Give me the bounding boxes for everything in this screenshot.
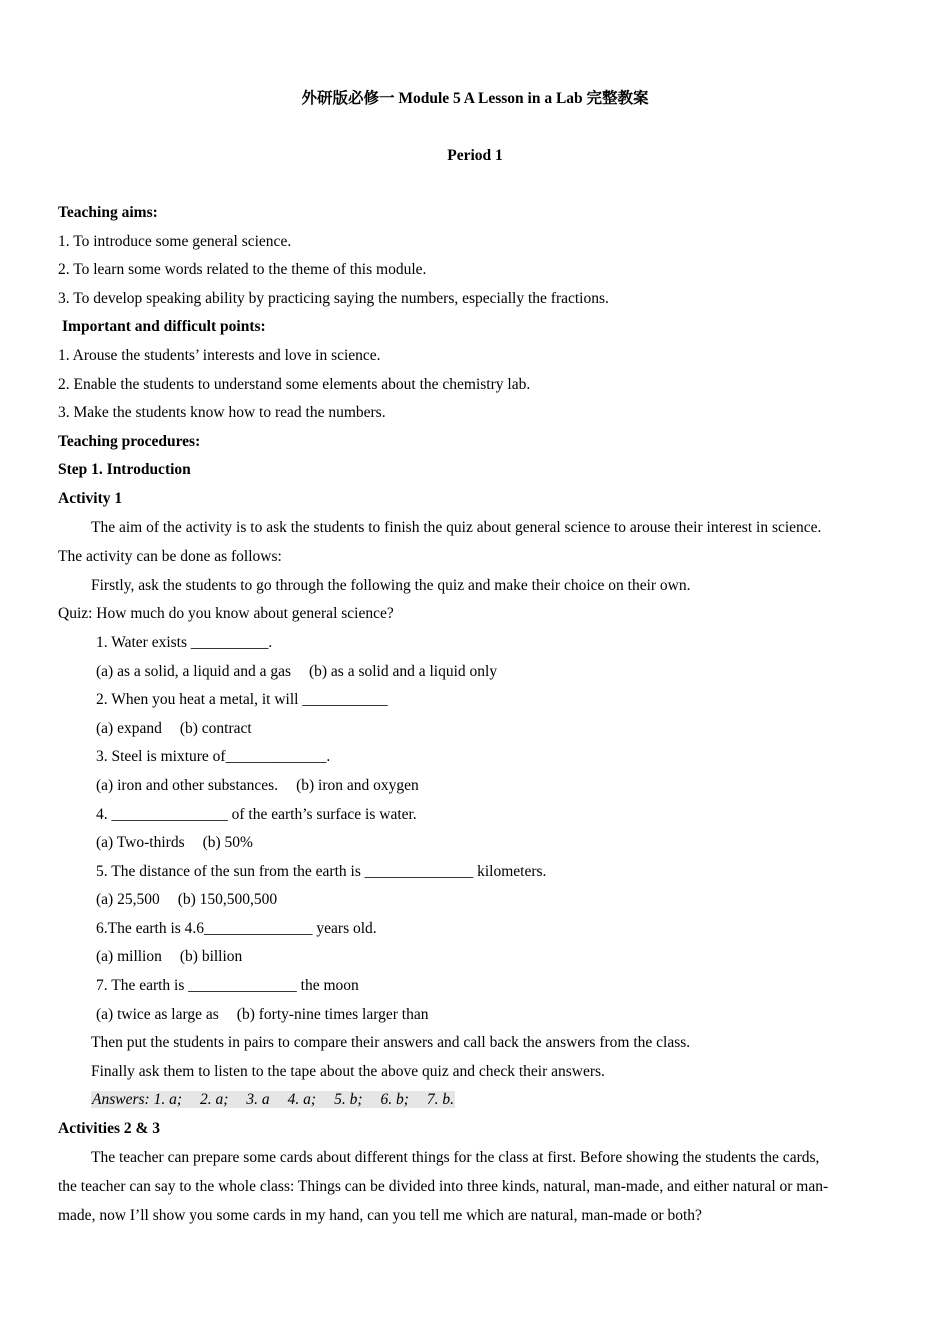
quiz-question: 3. Steel is mixture of_____________. xyxy=(96,748,331,765)
answer-item: 3. a xyxy=(246,1091,270,1108)
aim-item: 2. To learn some words related to the theme of this module. xyxy=(58,261,427,278)
quiz-option-b: (b) contract xyxy=(179,720,252,737)
quiz-question: 5. The distance of the sun from the earth is ______________ kilometers. xyxy=(96,863,547,880)
quiz-options xyxy=(96,1005,428,1025)
quiz-question: 6.The earth is 4.6______________ years old. xyxy=(96,920,377,937)
quiz-options xyxy=(96,890,277,910)
activities23-paragraph: made, now I’ll show you some cards in my hand, can you tell me which are natural, man-made or both? xyxy=(58,1207,702,1224)
firstly-paragraph: Firstly, ask the students to go through the following the quiz and make their choice on their own. xyxy=(91,577,691,594)
quiz-option-a: (a) iron and other substances. xyxy=(96,777,279,794)
answers-highlight xyxy=(91,1091,455,1108)
answers-line xyxy=(91,1090,455,1110)
answer-item: 5. b; xyxy=(334,1091,363,1108)
activity1-paragraph: The activity can be done as follows: xyxy=(58,548,282,565)
aim-item: 3. To develop speaking ability by practicing saying the numbers, especially the fractions. xyxy=(58,290,609,307)
activities23-paragraph: the teacher can say to the whole class: Things can be divided into three kinds, natural, man-made, and either natural or man- xyxy=(58,1178,829,1195)
points-heading: Important and difficult points: xyxy=(62,318,266,335)
quiz-options xyxy=(96,833,253,853)
quiz-option-a: (a) 25,500 xyxy=(96,891,160,908)
then-paragraph: Then put the students in pairs to compare their answers and call back the answers from the class. xyxy=(91,1034,691,1051)
quiz-option-a: (a) twice as large as xyxy=(96,1006,219,1023)
activity1-paragraph: The aim of the activity is to ask the students to finish the quiz about general science to arouse their interest in science. xyxy=(91,519,822,536)
period-heading: Period 1 xyxy=(447,147,503,164)
procedures-heading: Teaching procedures: xyxy=(58,433,201,450)
finally-paragraph: Finally ask them to listen to the tape about the above quiz and check their answers. xyxy=(91,1063,605,1080)
answer-item: Answers: 1. a; xyxy=(92,1091,182,1108)
activities23-heading: Activities 2 & 3 xyxy=(58,1120,161,1137)
quiz-options xyxy=(96,947,242,967)
quiz-question: 2. When you heat a metal, it will ___________ xyxy=(96,691,388,708)
document-title: 外研版必修一 Module 5 A Lesson in a Lab 完整教案 xyxy=(301,90,649,107)
quiz-options xyxy=(96,719,252,739)
activity1-heading: Activity 1 xyxy=(58,490,123,507)
quiz-option-b: (b) as a solid and a liquid only xyxy=(308,663,498,680)
answer-item: 4. a; xyxy=(287,1091,317,1108)
answer-item: 6. b; xyxy=(380,1091,409,1108)
quiz-option-b: (b) 50% xyxy=(202,834,253,851)
answer-item: 7. b. xyxy=(426,1091,455,1108)
quiz-option-b: (b) billion xyxy=(179,948,243,965)
quiz-option-b: (b) iron and oxygen xyxy=(296,777,419,794)
point-item: 3. Make the students know how to read the numbers. xyxy=(58,404,386,421)
quiz-option-a: (a) million xyxy=(96,948,162,965)
activities23-paragraph: The teacher can prepare some cards about different things for the class at first. Before showing the students the cards, xyxy=(91,1149,820,1166)
quiz-question: 1. Water exists __________. xyxy=(96,634,273,651)
quiz-option-a: (a) as a solid, a liquid and a gas xyxy=(96,663,291,680)
quiz-question: 4. _______________ of the earth’s surface is water. xyxy=(96,806,417,823)
step1-heading: Step 1. Introduction xyxy=(58,461,191,478)
aims-heading: Teaching aims: xyxy=(58,204,158,221)
quiz-question: 7. The earth is ______________ the moon xyxy=(96,977,359,994)
aim-item: 1. To introduce some general science. xyxy=(58,233,292,250)
quiz-option-a: (a) expand xyxy=(96,720,162,737)
quiz-option-a: (a) Two-thirds xyxy=(96,834,185,851)
point-item: 2. Enable the students to understand some elements about the chemistry lab. xyxy=(58,376,531,393)
quiz-option-b: (b) forty-nine times larger than xyxy=(236,1006,429,1023)
quiz-options xyxy=(96,776,419,796)
point-item: 1. Arouse the students’ interests and love in science. xyxy=(58,347,381,364)
quiz-option-b: (b) 150,500,500 xyxy=(177,891,278,908)
quiz-title: Quiz: How much do you know about general science? xyxy=(58,605,394,622)
quiz-options xyxy=(96,662,497,682)
answer-item: 2. a; xyxy=(199,1091,229,1108)
